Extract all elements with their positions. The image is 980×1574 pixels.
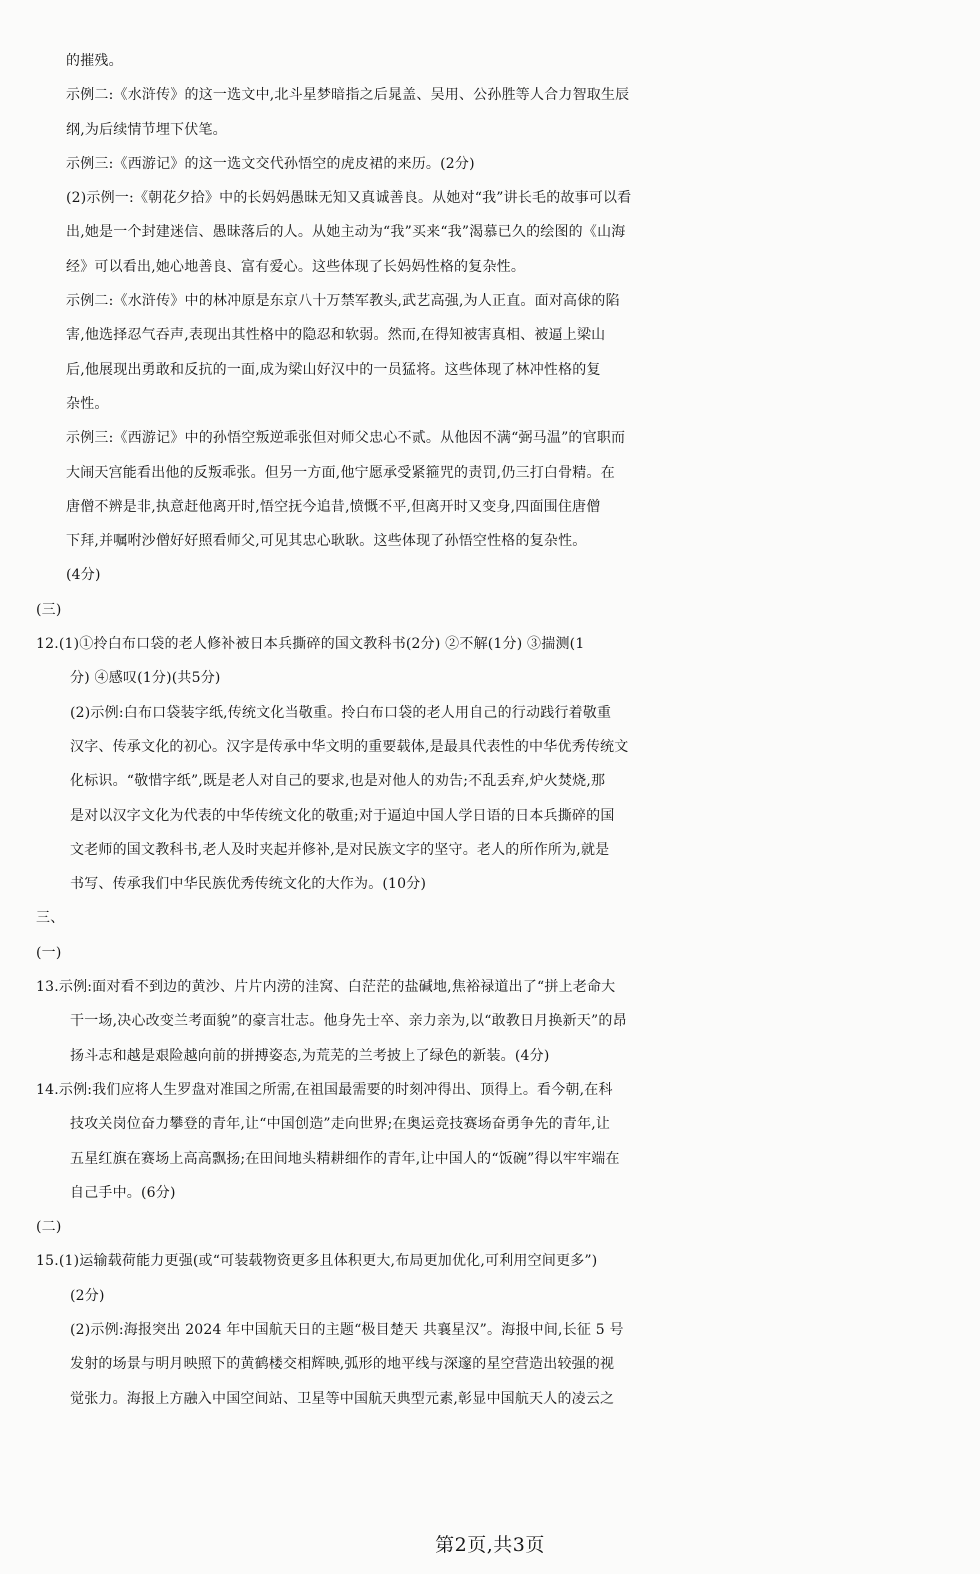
text-line: 的摧残。 [66, 53, 123, 69]
text-line: 扬斗志和越是艰险越向前的拼搏姿态,为荒芜的兰考披上了绿色的新装。(4分) [70, 1047, 550, 1064]
text-line: 发射的场景与明月映照下的黄鹤楼交相辉映,弧形的地平线与深邃的星空营造出较强的视 [70, 1356, 615, 1373]
text-line: 15.(1)运输载荷能力更强(或“可装载物资更多且体积更大,布局更加优化,可利用空间更多”) [36, 1253, 598, 1270]
text-line: 示例三:《西游记》中的孙悟空叛逆乖张但对师父忠心不贰。从他因不满“弼马温”的官职而 [66, 430, 626, 447]
text-line: 汉字、传承文化的初心。汉字是传承中华文明的重要载体,是最具代表性的中华优秀传统文 [70, 738, 629, 755]
text-line: (4分) [66, 567, 101, 584]
text-line: 后,他展现出勇敢和反抗的一面,成为梁山好汉中的一员猛将。这些体现了林冲性格的复 [66, 361, 601, 378]
text-line: 分) ④感叹(1分)(共5分) [70, 670, 221, 687]
text-line: 害,他选择忍气吞声,表现出其性格中的隐忍和软弱。然而,在得知被害真相、被逼上梁山 [66, 327, 606, 344]
text-line: 是对以汉字文化为代表的中华传统文化的敬重;对于逼迫中国人学日语的日本兵撕碎的国 [70, 807, 615, 824]
text-line: 示例三:《西游记》的这一选文交代孙悟空的虎皮裙的来历。(2分) [66, 155, 475, 172]
text-line: 出,她是一个封建迷信、愚昧落后的人。从她主动为“我”买来“我”渴慕已久的绘图的《山海 [66, 224, 626, 241]
text-line: 唐僧不辨是非,执意赶他离开时,悟空抚今追昔,愤慨不平,但离开时又变身,四面围住唐僧 [66, 498, 601, 515]
text-line: 化标识。“敬惜字纸”,既是老人对自己的要求,也是对他人的劝告;不乱丢弃,炉火焚烧,那 [70, 773, 606, 790]
text-line: 13.示例:面对看不到边的黄沙、片片内涝的洼窝、白茫茫的盐碱地,焦裕禄道出了“拼上老命大 [36, 979, 616, 996]
text-line: (一) [36, 944, 62, 961]
text-line: (2)示例:白布口袋装字纸,传统文化当敬重。拎白布口袋的老人用自己的行动践行着敬重 [70, 704, 612, 721]
text-line: 文老师的国文教科书,老人及时夹起并修补,是对民族文字的坚守。老人的所作所为,就是 [70, 841, 610, 858]
text-line: (2)示例:海报突出 2024 年中国航天日的主题“极目楚天 共襄星汉”。海报中间,长征 5 号 [70, 1321, 624, 1338]
text-line: 下拜,并嘱咐沙僧好好照看师父,可见其忠心耿耿。这些体现了孙悟空性格的复杂性。 [66, 533, 587, 550]
text-line: 三、 [36, 910, 65, 927]
text-line: (2)示例一:《朝花夕拾》中的长妈妈愚昧无知又真诚善良。从她对“我”讲长毛的故事可以看 [66, 190, 632, 207]
text-line: 自己手中。(6分) [70, 1184, 176, 1201]
text-line: 书写、传承我们中华民族优秀传统文化的大作为。(10分) [70, 876, 427, 893]
text-line: (2分) [70, 1287, 105, 1304]
text-line: (三) [36, 601, 62, 618]
text-line: 示例二:《水浒传》中的林冲原是东京八十万禁军教头,武艺高强,为人正直。面对高俅的陷 [66, 293, 620, 310]
text-line: 五星红旗在赛场上高高飘扬;在田间地头精耕细作的青年,让中国人的“饭碗”得以牢牢端在 [70, 1150, 620, 1167]
text-line: 觉张力。海报上方融入中国空间站、卫星等中国航天典型元素,彰显中国航天人的凌云之 [70, 1390, 615, 1407]
answer-key-body [36, 44, 948, 1416]
text-line: 14.示例:我们应将人生罗盘对准国之所需,在祖国最需要的时刻冲得出、顶得上。看今朝,在科 [36, 1081, 613, 1098]
text-line: 经》可以看出,她心地善良、富有爱心。这些体现了长妈妈性格的复杂性。 [66, 258, 526, 275]
text-line: 杂性。 [66, 395, 109, 412]
text-line: 干一场,决心改变兰考面貌”的豪言壮志。他身先士卒、亲力亲为,以“敢教日月换新天”的昂 [70, 1013, 627, 1030]
page-footer: 第2页,共3页 [435, 1534, 545, 1556]
text-line: 大闹天宫能看出他的反叛乖张。但另一方面,他宁愿承受紧箍咒的责罚,仍三打白骨精。在 [66, 464, 615, 481]
text-line: 纲,为后续情节埋下伏笔。 [66, 121, 227, 138]
text-line: (二) [36, 1219, 62, 1236]
text-line: 示例二:《水浒传》的这一选文中,北斗星梦暗指之后晁盖、吴用、公孙胜等人合力智取生辰 [66, 87, 630, 104]
text-line: 技攻关岗位奋力攀登的青年,让“中国创造”走向世界;在奥运竞技赛场奋勇争先的青年,让 [70, 1116, 611, 1133]
text-line: 12.(1)①拎白布口袋的老人修补被日本兵撕碎的国文教科书(2分) ②不解(1分) ③揣测(1 [36, 636, 585, 653]
